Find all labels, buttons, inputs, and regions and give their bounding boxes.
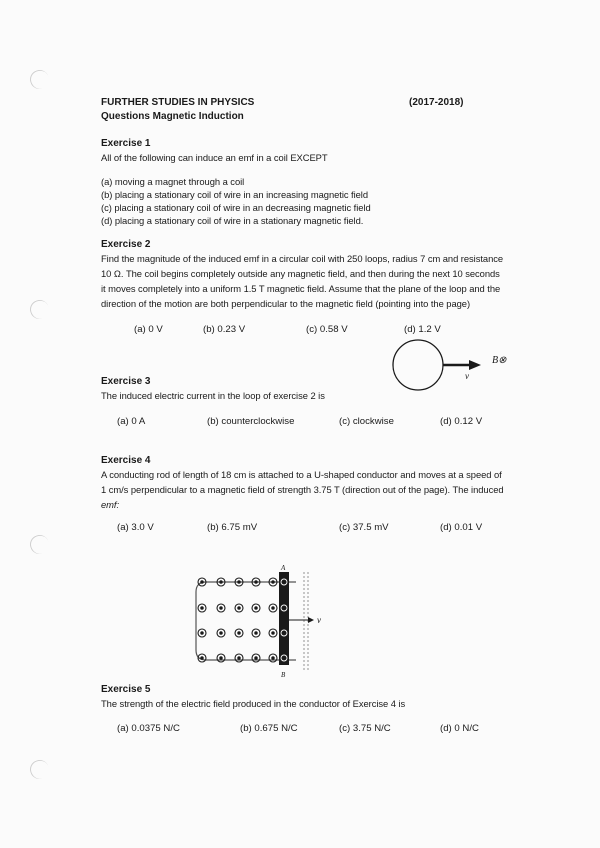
punch-hole-mark [27, 67, 51, 91]
exercise-2-option-a: (a) 0 V [134, 324, 163, 335]
field-out-of-page-symbols [198, 578, 277, 662]
exercise-5-option-c: (c) 3.75 N/C [339, 723, 391, 734]
field-dot-symbol [235, 654, 243, 662]
field-dot-symbol [235, 604, 243, 612]
field-dot-symbol [252, 654, 260, 662]
velocity-label: v [465, 371, 469, 381]
rod-velocity-arrowhead [308, 617, 314, 623]
exercise-5-option-b: (b) 0.675 N/C [240, 723, 298, 734]
exercise-3-option-a: (a) 0 A [117, 416, 146, 427]
field-dot-symbol [217, 629, 225, 637]
exercise-1-option-a: (a) moving a magnet through a coil [101, 176, 245, 187]
exercise-4-line: A conducting rod of length of 18 cm is attached to a U-shaped conductor and moves at a speed of [101, 469, 502, 480]
punch-hole-mark [27, 757, 51, 781]
exercise-4-line: 1 cm/s perpendicular to a magnetic field of strength 3.75 T (direction out of the page). The induced [101, 484, 504, 495]
exercise-3-option-b: (b) counterclockwise [207, 416, 295, 427]
exercise-2-option-c: (c) 0.58 V [306, 324, 348, 335]
exercise-1-option-d: (d) placing a stationary coil of wire in a stationary magnetic field. [101, 215, 364, 226]
conducting-rod [279, 572, 289, 665]
punch-hole-mark [27, 297, 51, 321]
exercise-1-question: All of the following can induce an emf in a coil EXCEPT [101, 152, 328, 163]
exercise-2-line: it moves completely into a uniform 1.5 T magnetic field. Assume that the plane of the loop and the [101, 283, 501, 294]
velocity-arrowhead [469, 360, 481, 370]
exercise-4-option-c: (c) 37.5 mV [339, 522, 389, 533]
exercise-2-title: Exercise 2 [101, 239, 151, 250]
exercise-2-line: direction of the motion are both perpendicular to the magnetic field (pointing into the page) [101, 298, 471, 309]
exercise-3-title: Exercise 3 [101, 376, 151, 387]
field-dot-symbol [252, 604, 260, 612]
rod-end-label-bottom: B [281, 671, 286, 679]
field-dot-symbol [252, 629, 260, 637]
exercise-1-title: Exercise 1 [101, 138, 151, 149]
exercise-4-option-b: (b) 6.75 mV [207, 522, 258, 533]
exercise-5-question: The strength of the electric field produced in the conductor of Exercise 4 is [101, 698, 406, 709]
field-dot-symbol [269, 604, 277, 612]
exercise-2-line: Find the magnitude of the induced emf in a circular coil with 250 loops, radius 7 cm and resistance [101, 253, 504, 264]
field-dot-symbol [235, 629, 243, 637]
exercise-4-option-a: (a) 3.0 V [117, 522, 154, 533]
rod-rail-figure [186, 562, 336, 682]
academic-year: (2017-2018) [409, 97, 464, 108]
field-dot-symbol [217, 654, 225, 662]
exercise-1-option-b: (b) placing a stationary coil of wire in an increasing magnetic field [101, 189, 368, 200]
exercise-5-option-d: (d) 0 N/C [440, 723, 479, 734]
magnetic-field-label: B⊗ [492, 355, 507, 366]
exercise-3-question: The induced electric current in the loop of exercise 2 is [101, 390, 325, 401]
exercise-4-option-d: (d) 0.01 V [440, 522, 483, 533]
exercise-5-title: Exercise 5 [101, 684, 151, 695]
exercise-4-title: Exercise 4 [101, 455, 151, 466]
coil-figure [385, 335, 515, 395]
exercise-3-option-d: (d) 0.12 V [440, 416, 483, 427]
exercise-4-line: emf: [101, 499, 120, 510]
field-dot-symbol [198, 604, 206, 612]
field-dot-symbol [217, 604, 225, 612]
field-dot-symbol [198, 629, 206, 637]
rod-velocity-label: v [317, 615, 321, 625]
exercise-1-option-c: (c) placing a stationary coil of wire in an decreasing magnetic field [101, 202, 371, 213]
exercise-2-option-d: (d) 1.2 V [404, 324, 441, 335]
rod-end-label-top: A [281, 564, 286, 572]
field-dot-symbol [269, 629, 277, 637]
exercise-3-option-c: (c) clockwise [339, 416, 394, 427]
punch-hole-mark [27, 532, 51, 556]
course-title: FURTHER STUDIES IN PHYSICS [101, 97, 255, 108]
field-dot-symbol [269, 654, 277, 662]
page-subtitle: Questions Magnetic Induction [101, 111, 244, 122]
exercise-2-line: 10 Ω. The coil begins completely outside any magnetic field, and then during the next 10 seconds [101, 268, 500, 279]
coil-loop [393, 340, 443, 390]
exercise-2-option-b: (b) 0.23 V [203, 324, 246, 335]
exercise-5-option-a: (a) 0.0375 N/C [117, 723, 180, 734]
